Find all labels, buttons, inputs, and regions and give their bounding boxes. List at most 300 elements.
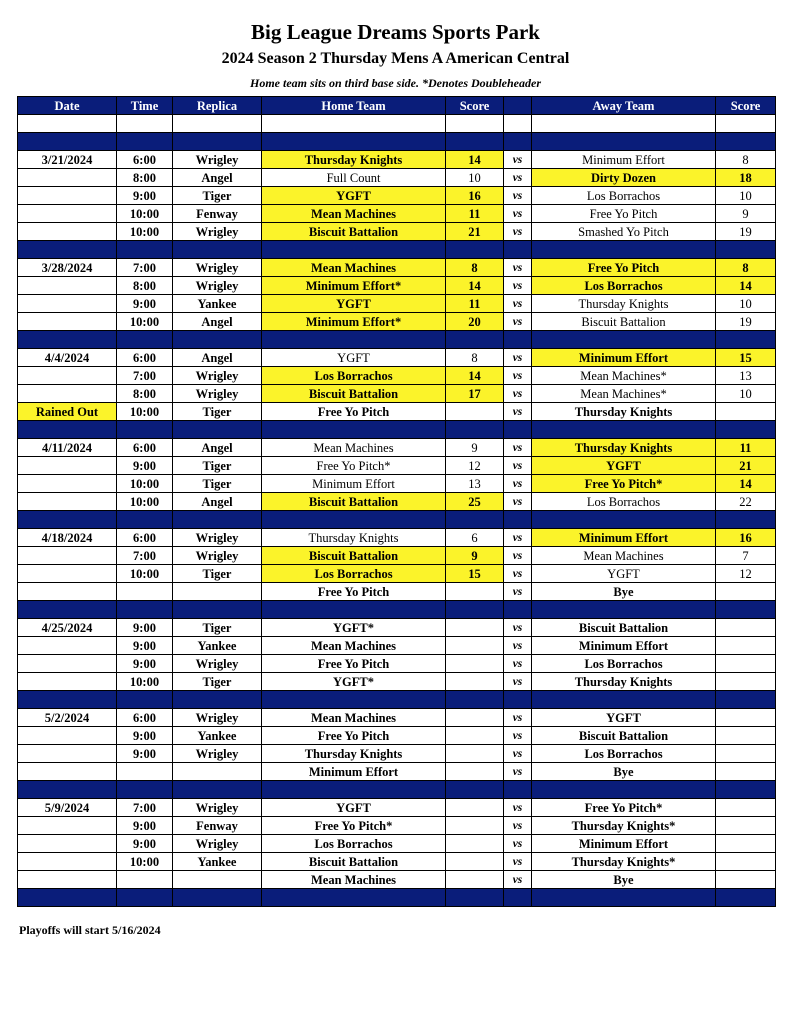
separator-cell <box>446 511 504 529</box>
away-team-cell: Free Yo Pitch* <box>532 799 716 817</box>
separator-cell <box>532 331 716 349</box>
away-score-cell: 10 <box>716 295 776 313</box>
separator-cell <box>262 889 446 907</box>
vs-cell: vs <box>504 673 532 691</box>
time-cell: 9:00 <box>117 745 173 763</box>
time-cell: 10:00 <box>117 205 173 223</box>
replica-cell: Wrigley <box>173 529 262 547</box>
vs-cell: vs <box>504 799 532 817</box>
home-score-cell <box>446 727 504 745</box>
vs-cell: vs <box>504 205 532 223</box>
time-cell: 10:00 <box>117 853 173 871</box>
vs-cell: vs <box>504 637 532 655</box>
home-score-cell: 15 <box>446 565 504 583</box>
table-row <box>18 529 776 547</box>
table-row <box>18 799 776 817</box>
replica-cell: Wrigley <box>173 223 262 241</box>
vs-cell: vs <box>504 529 532 547</box>
table-row <box>18 187 776 205</box>
time-cell: 9:00 <box>117 457 173 475</box>
replica-cell: Yankee <box>173 295 262 313</box>
away-team-cell: Thursday Knights* <box>532 817 716 835</box>
date-cell <box>18 313 117 331</box>
replica-cell: Yankee <box>173 853 262 871</box>
home-team-cell: Los Borrachos <box>262 565 446 583</box>
date-cell: 5/9/2024 <box>18 799 117 817</box>
away-team-cell: YGFT <box>532 457 716 475</box>
date-cell <box>18 871 117 889</box>
page-subtitle: 2024 Season 2 Thursday Mens A American Central <box>221 50 570 67</box>
replica-cell: Angel <box>173 313 262 331</box>
away-score-cell <box>716 763 776 781</box>
away-score-cell: 22 <box>716 493 776 511</box>
away-score-cell <box>716 619 776 637</box>
home-score-cell: 14 <box>446 367 504 385</box>
home-team-cell: Free Yo Pitch* <box>262 457 446 475</box>
away-score-cell <box>716 709 776 727</box>
away-score-cell: 16 <box>716 529 776 547</box>
home-score-cell: 25 <box>446 493 504 511</box>
date-cell: Rained Out <box>18 403 117 421</box>
time-cell: 10:00 <box>117 493 173 511</box>
separator-cell <box>504 691 532 709</box>
away-score-cell: 14 <box>716 475 776 493</box>
separator-cell <box>446 421 504 439</box>
separator-cell <box>532 133 716 151</box>
home-score-cell <box>446 817 504 835</box>
away-team-cell: Dirty Dozen <box>532 169 716 187</box>
separator-cell <box>716 511 776 529</box>
home-team-cell: Free Yo Pitch* <box>262 817 446 835</box>
separator-cell <box>262 331 446 349</box>
away-team-cell: Bye <box>532 583 716 601</box>
separator-cell <box>173 133 262 151</box>
date-cell <box>18 475 117 493</box>
vs-cell: vs <box>504 853 532 871</box>
replica-cell: Yankee <box>173 637 262 655</box>
separator-cell <box>716 781 776 799</box>
separator-cell <box>117 691 173 709</box>
away-team-cell: Bye <box>532 871 716 889</box>
away-score-cell <box>716 115 776 133</box>
away-team-cell: Los Borrachos <box>532 655 716 673</box>
away-score-cell: 7 <box>716 547 776 565</box>
week-separator <box>18 511 776 529</box>
time-cell: 6:00 <box>117 439 173 457</box>
separator-cell <box>716 133 776 151</box>
time-cell: 6:00 <box>117 151 173 169</box>
table-row <box>18 709 776 727</box>
home-score-cell: 12 <box>446 457 504 475</box>
separator-cell <box>532 691 716 709</box>
separator-cell <box>117 421 173 439</box>
table-row <box>18 565 776 583</box>
separator-cell <box>504 241 532 259</box>
home-team-cell: Free Yo Pitch <box>262 403 446 421</box>
home-score-cell <box>446 709 504 727</box>
table-row <box>18 385 776 403</box>
vs-cell: vs <box>504 295 532 313</box>
replica-cell: Wrigley <box>173 547 262 565</box>
replica-cell: Fenway <box>173 817 262 835</box>
home-team-cell: Full Count <box>262 169 446 187</box>
vs-cell: vs <box>504 259 532 277</box>
home-score-cell <box>446 673 504 691</box>
away-score-cell <box>716 853 776 871</box>
home-score-cell <box>446 835 504 853</box>
replica-cell: Wrigley <box>173 799 262 817</box>
vs-cell: vs <box>504 547 532 565</box>
away-team-cell: Mean Machines <box>532 547 716 565</box>
home-team-cell <box>262 115 446 133</box>
week-separator <box>18 421 776 439</box>
home-team-cell: Thursday Knights <box>262 745 446 763</box>
home-score-cell: 8 <box>446 349 504 367</box>
home-score-cell: 9 <box>446 547 504 565</box>
home-team-cell: Mean Machines <box>262 205 446 223</box>
time-cell <box>117 871 173 889</box>
home-team-cell: YGFT* <box>262 673 446 691</box>
week-separator <box>18 133 776 151</box>
separator-cell <box>117 781 173 799</box>
separator-cell <box>504 511 532 529</box>
vs-cell: vs <box>504 277 532 295</box>
table-row <box>18 547 776 565</box>
column-header-time: Time <box>117 97 173 115</box>
vs-cell: vs <box>504 187 532 205</box>
separator-cell <box>18 331 117 349</box>
away-team-cell: Thursday Knights <box>532 673 716 691</box>
separator-cell <box>18 133 117 151</box>
home-team-cell: YGFT <box>262 295 446 313</box>
away-score-cell: 19 <box>716 313 776 331</box>
replica-cell <box>173 763 262 781</box>
week-separator <box>18 601 776 619</box>
home-score-cell: 14 <box>446 151 504 169</box>
date-cell: 4/11/2024 <box>18 439 117 457</box>
replica-cell <box>173 871 262 889</box>
table-row <box>18 151 776 169</box>
separator-cell <box>716 889 776 907</box>
date-cell <box>18 493 117 511</box>
away-score-cell: 8 <box>716 151 776 169</box>
table-row <box>18 835 776 853</box>
date-cell <box>18 745 117 763</box>
away-team-cell: Biscuit Battalion <box>532 727 716 745</box>
away-team-cell: Los Borrachos <box>532 187 716 205</box>
home-team-cell: Minimum Effort <box>262 475 446 493</box>
vs-cell: vs <box>504 475 532 493</box>
replica-cell: Tiger <box>173 673 262 691</box>
time-cell: 10:00 <box>117 475 173 493</box>
time-cell: 8:00 <box>117 169 173 187</box>
separator-cell <box>117 511 173 529</box>
time-cell: 7:00 <box>117 367 173 385</box>
time-cell: 10:00 <box>117 565 173 583</box>
table-row <box>18 205 776 223</box>
separator-cell <box>446 691 504 709</box>
separator-cell <box>716 241 776 259</box>
vs-cell: vs <box>504 619 532 637</box>
header-note: Home team sits on third base side. *Denotes Doubleheader <box>250 76 541 90</box>
separator-cell <box>504 133 532 151</box>
separator-cell <box>532 889 716 907</box>
home-score-cell <box>446 403 504 421</box>
date-cell <box>18 187 117 205</box>
home-score-cell: 9 <box>446 439 504 457</box>
date-cell <box>18 583 117 601</box>
away-team-cell: YGFT <box>532 565 716 583</box>
replica-cell: Angel <box>173 349 262 367</box>
table-row <box>18 259 776 277</box>
date-cell <box>18 169 117 187</box>
vs-cell: vs <box>504 151 532 169</box>
vs-cell: vs <box>504 457 532 475</box>
away-score-cell <box>716 655 776 673</box>
replica-cell <box>173 115 262 133</box>
replica-cell: Tiger <box>173 403 262 421</box>
away-team-cell: Minimum Effort <box>532 349 716 367</box>
away-score-cell <box>716 583 776 601</box>
separator-cell <box>262 241 446 259</box>
home-score-cell <box>446 583 504 601</box>
away-team-cell: Thursday Knights* <box>532 853 716 871</box>
home-team-cell: Biscuit Battalion <box>262 493 446 511</box>
date-cell: 4/18/2024 <box>18 529 117 547</box>
vs-cell: vs <box>504 403 532 421</box>
separator-cell <box>716 331 776 349</box>
home-team-cell: Minimum Effort <box>262 763 446 781</box>
away-team-cell: Los Borrachos <box>532 277 716 295</box>
time-cell <box>117 583 173 601</box>
column-header-home-team: Home Team <box>262 97 446 115</box>
separator-cell <box>262 781 446 799</box>
home-team-cell: Minimum Effort* <box>262 277 446 295</box>
table-row <box>18 583 776 601</box>
away-score-cell <box>716 799 776 817</box>
away-team-cell: Minimum Effort <box>532 529 716 547</box>
away-team-cell: YGFT <box>532 709 716 727</box>
time-cell: 9:00 <box>117 637 173 655</box>
away-team-cell: Mean Machines* <box>532 385 716 403</box>
home-score-cell <box>446 655 504 673</box>
vs-cell: vs <box>504 655 532 673</box>
date-cell <box>18 655 117 673</box>
home-team-cell: Thursday Knights <box>262 529 446 547</box>
home-team-cell: Thursday Knights <box>262 151 446 169</box>
home-score-cell: 10 <box>446 169 504 187</box>
away-score-cell <box>716 871 776 889</box>
date-cell <box>18 853 117 871</box>
away-score-cell: 15 <box>716 349 776 367</box>
date-cell <box>18 727 117 745</box>
replica-cell: Tiger <box>173 619 262 637</box>
table-row <box>18 871 776 889</box>
vs-cell: vs <box>504 385 532 403</box>
separator-cell <box>173 691 262 709</box>
home-score-cell: 11 <box>446 295 504 313</box>
home-score-cell: 8 <box>446 259 504 277</box>
table-row <box>18 313 776 331</box>
away-team-cell: Los Borrachos <box>532 745 716 763</box>
home-team-cell: Mean Machines <box>262 259 446 277</box>
separator-cell <box>117 133 173 151</box>
table-row <box>18 619 776 637</box>
time-cell: 10:00 <box>117 223 173 241</box>
away-score-cell: 13 <box>716 367 776 385</box>
time-cell: 7:00 <box>117 799 173 817</box>
home-team-cell: Mean Machines <box>262 871 446 889</box>
separator-cell <box>532 781 716 799</box>
separator-cell <box>18 421 117 439</box>
separator-cell <box>173 241 262 259</box>
column-header-home-score: Score <box>446 97 504 115</box>
away-score-cell: 9 <box>716 205 776 223</box>
time-cell: 9:00 <box>117 187 173 205</box>
separator-cell <box>446 133 504 151</box>
date-cell <box>18 457 117 475</box>
table-row <box>18 475 776 493</box>
home-score-cell <box>446 115 504 133</box>
separator-cell <box>446 781 504 799</box>
home-team-cell: YGFT* <box>262 619 446 637</box>
date-cell <box>18 637 117 655</box>
page-title: Big League Dreams Sports Park <box>251 20 540 44</box>
away-team-cell: Free Yo Pitch <box>532 205 716 223</box>
column-header-date: Date <box>18 97 117 115</box>
time-cell: 9:00 <box>117 835 173 853</box>
replica-cell: Wrigley <box>173 367 262 385</box>
table-row <box>18 727 776 745</box>
separator-cell <box>504 331 532 349</box>
separator-cell <box>262 691 446 709</box>
home-score-cell <box>446 871 504 889</box>
replica-cell: Yankee <box>173 727 262 745</box>
separator-cell <box>18 511 117 529</box>
separator-cell <box>117 241 173 259</box>
separator-cell <box>716 601 776 619</box>
away-score-cell: 14 <box>716 277 776 295</box>
replica-cell: Tiger <box>173 475 262 493</box>
time-cell: 8:00 <box>117 385 173 403</box>
time-cell: 9:00 <box>117 295 173 313</box>
replica-cell: Angel <box>173 493 262 511</box>
separator-cell <box>504 889 532 907</box>
vs-cell: vs <box>504 439 532 457</box>
separator-cell <box>117 601 173 619</box>
away-team-cell: Mean Machines* <box>532 367 716 385</box>
vs-cell: vs <box>504 727 532 745</box>
home-score-cell: 17 <box>446 385 504 403</box>
away-team-cell: Bye <box>532 763 716 781</box>
date-cell: 3/28/2024 <box>18 259 117 277</box>
separator-cell <box>173 421 262 439</box>
home-team-cell: Minimum Effort* <box>262 313 446 331</box>
vs-cell: vs <box>504 709 532 727</box>
table-row <box>18 493 776 511</box>
separator-cell <box>262 511 446 529</box>
time-cell: 7:00 <box>117 547 173 565</box>
replica-cell <box>173 583 262 601</box>
separator-cell <box>446 889 504 907</box>
home-team-cell: Free Yo Pitch <box>262 655 446 673</box>
vs-cell: vs <box>504 745 532 763</box>
replica-cell: Wrigley <box>173 835 262 853</box>
week-separator <box>18 241 776 259</box>
table-row <box>18 763 776 781</box>
home-team-cell: Los Borrachos <box>262 835 446 853</box>
replica-cell: Wrigley <box>173 655 262 673</box>
separator-cell <box>18 781 117 799</box>
replica-cell: Wrigley <box>173 259 262 277</box>
table-row <box>18 673 776 691</box>
away-team-cell: Minimum Effort <box>532 835 716 853</box>
home-score-cell <box>446 853 504 871</box>
week-separator <box>18 781 776 799</box>
footer-note: Playoffs will start 5/16/2024 <box>19 923 161 937</box>
home-team-cell: YGFT <box>262 349 446 367</box>
separator-cell <box>532 241 716 259</box>
vs-cell: vs <box>504 817 532 835</box>
away-score-cell <box>716 817 776 835</box>
separator-cell <box>117 889 173 907</box>
table-row <box>18 115 776 133</box>
date-cell <box>18 547 117 565</box>
table-row <box>18 367 776 385</box>
away-team-cell: Minimum Effort <box>532 637 716 655</box>
away-team-cell: Biscuit Battalion <box>532 619 716 637</box>
away-score-cell <box>716 673 776 691</box>
home-score-cell: 13 <box>446 475 504 493</box>
home-score-cell: 11 <box>446 205 504 223</box>
time-cell: 8:00 <box>117 277 173 295</box>
date-cell <box>18 835 117 853</box>
table-row <box>18 223 776 241</box>
separator-cell <box>173 511 262 529</box>
date-cell: 4/25/2024 <box>18 619 117 637</box>
home-score-cell <box>446 745 504 763</box>
home-score-cell: 16 <box>446 187 504 205</box>
vs-cell: vs <box>504 367 532 385</box>
separator-cell <box>262 133 446 151</box>
date-cell <box>18 817 117 835</box>
vs-cell: vs <box>504 313 532 331</box>
away-score-cell: 10 <box>716 385 776 403</box>
replica-cell: Wrigley <box>173 277 262 295</box>
time-cell: 6:00 <box>117 349 173 367</box>
separator-cell <box>504 601 532 619</box>
table-row <box>18 439 776 457</box>
table-row <box>18 349 776 367</box>
home-team-cell: Los Borrachos <box>262 367 446 385</box>
date-cell <box>18 673 117 691</box>
time-cell: 10:00 <box>117 403 173 421</box>
date-cell <box>18 115 117 133</box>
separator-cell <box>446 241 504 259</box>
schedule-table <box>17 96 776 907</box>
home-team-cell: Mean Machines <box>262 439 446 457</box>
column-header-replica: Replica <box>173 97 262 115</box>
separator-cell <box>117 331 173 349</box>
date-cell <box>18 565 117 583</box>
home-team-cell: Free Yo Pitch <box>262 583 446 601</box>
away-score-cell <box>716 835 776 853</box>
replica-cell: Wrigley <box>173 151 262 169</box>
separator-cell <box>173 889 262 907</box>
table-row <box>18 817 776 835</box>
replica-cell: Wrigley <box>173 709 262 727</box>
away-team-cell: Free Yo Pitch <box>532 259 716 277</box>
